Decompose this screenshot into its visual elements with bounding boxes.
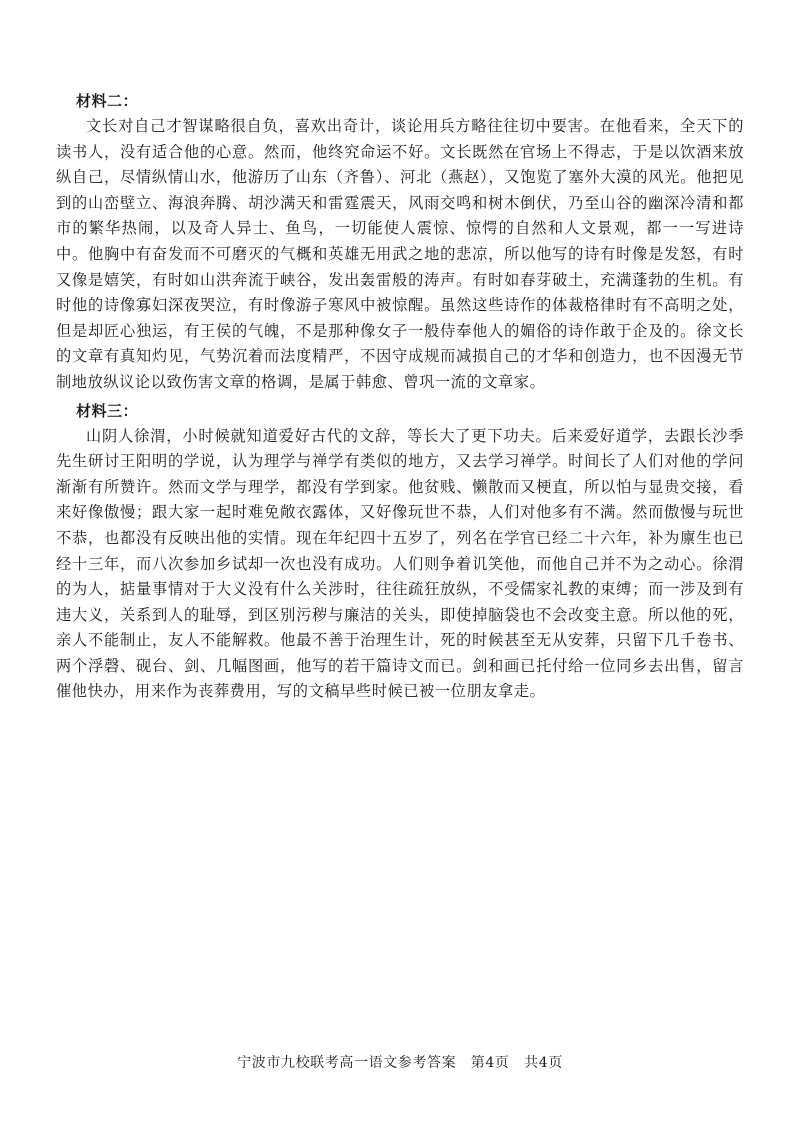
material2-heading: 材料二： [76, 92, 139, 110]
page-footer: 宁波市九校联考高一语文参考答案 第4页 共4页 [237, 1055, 563, 1071]
material3-heading: 材料三： [76, 401, 139, 420]
material2-paragraph: 文长对自己才智谋略很自负，喜欢出奇计，谈论用兵方略往往切中要害。在他看来，全天下的读书人，没有适合他的心意。然而，他终究命运不好。文长既然在官场上不得志，于是以饮酒来放纵自己，尽情纵情山水，他游历了山东（齐鲁）、河北（燕赵），又饱览了塞外大漠的风光。他把见到的山峦壁立、海浪奔腾、胡沙满天和雷霆震天，风雨交鸣和树木倒伏，乃至山谷的幽深冷清和都市的繁华热闹，以及奇人异士、鱼鸟，一切能使人震惊、惊愕的自然和人文景观，都一一写进诗中。他胸中有奋发而不可磨灭的气概和英雄无用武之地的悲凉，所以他写的诗有时像是发怒，有时又像是嬉笑，有时如山洪奔流于峡谷，发出轰雷般的涛声。有时如春芽破土，充满蓬勃的生机。有时他的诗像寡妇深夜哭泣，有时像游子寒风中被惊醒。虽然这些诗作的体裁格律时有不高明之处，但是却匠心独运，有王侯的气魄，不是那种像女子一般侍奉他人的媚俗的诗作敢于企及的。徐文长的文章有真知灼见，气势沉着而法度精严，不因守成规而减损自己的才华和创造力，也不因漫无节制地放纵议论以致伤害文章的格调，是属于韩愈、曾巩一流的文章家。 [56, 117, 744, 391]
document-content [56, 88, 744, 705]
material3-paragraph: 山阴人徐渭，小时候就知道爱好古代的文辞，等长大了更下功夫。后来爱好道学，去跟长沙季先生研讨王阳明的学说，认为理学与禅学有类似的地方，又去学习禅学。时间长了人们对他的学问渐渐有所赞许。然而文学与理学，都没有学到家。他贫贱、懒散而又梗直，所以怕与显贵交接，看来好像傲慢；跟大家一起时难免敞衣露体，又好像玩世不恭，人们对他多有不满。然而傲慢与玩世不恭，也都没有反映出他的实情。现在年纪四十五岁了，列名在学官已经二十六年，补为廪生也已经十三年，而八次参加乡试却一次也没有成功。人们则争着讥笑他，而他自己并不为之动心。徐渭的为人，掂量事情对于大义没有什么关涉时，往往疏狂放纵，不受儒家礼教的束缚；而一涉及到有违大义，关系到人的耻辱，到区别污秽与廉洁的关头，即使掉脑袋也不会改变主意。所以他的死，亲人不能制止，友人不能解救。他最不善于治理生计，死的时候甚至无从安葬，只留下几千卷书、两个浮磬、砚台、剑、几幅图画，他写的若干篇诗文而已。剑和画已托付给一位同乡去出售，留言催他快办，用来作为丧葬费用，写的文稿早些时候已被一位朋友拿走。 [56, 426, 744, 701]
